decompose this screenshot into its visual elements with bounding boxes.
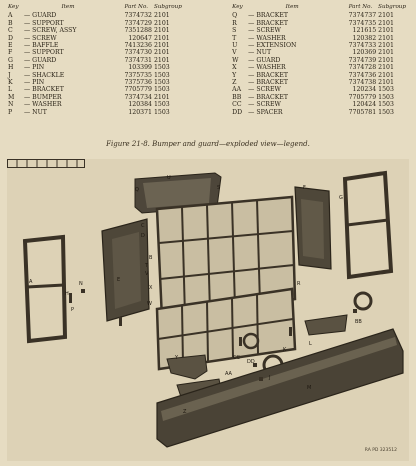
legend-row — [8, 57, 184, 64]
callout-label: X — [149, 285, 153, 291]
legend-subgroup: 2101 — [154, 12, 170, 20]
callout-label: Q — [135, 187, 139, 193]
legend-item: — SUPPORT — [24, 19, 64, 27]
callout-label: T — [145, 263, 149, 269]
callout-label: J — [269, 375, 271, 381]
legend-key: AA — [232, 86, 242, 94]
legend-part-number: 7375735 — [124, 71, 152, 79]
callout-label: CC — [233, 355, 240, 361]
callout-label: BB — [355, 319, 362, 325]
legend-subgroup: 1503 — [154, 86, 170, 94]
legend-item: — EXTENSION — [248, 42, 297, 50]
legend-subgroup: 2101 — [154, 27, 170, 35]
callout-label: Y — [175, 355, 179, 361]
legend-key: G — [8, 56, 13, 64]
callout-label: K — [283, 347, 287, 353]
legend-part-number: 103399 — [128, 64, 152, 72]
legend-subgroup: 1503 — [154, 101, 170, 109]
legend-key: B — [8, 19, 13, 27]
legend-subgroup: 1503 — [154, 71, 170, 79]
legend-item: — BRACKET — [248, 71, 289, 79]
legend-key: Y — [232, 71, 237, 79]
legend-item: — BRACKET — [248, 93, 289, 101]
legend-part-number: 7705779 — [124, 86, 152, 94]
legend-subgroup: 2101 — [378, 42, 394, 50]
legend-item: — WASHER — [248, 34, 286, 42]
legend-subgroup: 1503 — [154, 79, 170, 87]
legend-subgroup: 2101 — [378, 49, 394, 57]
legend-item: — NUT — [24, 108, 47, 116]
legend-subgroup: 1503 — [154, 108, 170, 116]
legend-part-number: 7374731 — [124, 56, 152, 64]
figure-reference: RA PD 323512 — [364, 448, 397, 453]
callout-label: R — [297, 281, 301, 287]
legend-part-number: 7374736 — [348, 71, 377, 79]
legend-row — [8, 42, 184, 49]
legend-part-number: 7705779 — [348, 93, 377, 101]
legend-part-number: 7374728 — [348, 64, 377, 72]
callout-label: N — [79, 281, 83, 287]
legend-item: — SHACKLE — [24, 71, 65, 79]
figure-caption: Figure 21-8. Bumper and guard—exploded view—legend. — [106, 140, 310, 148]
header-item: Item — [285, 4, 299, 10]
legend-table-left — [8, 4, 184, 116]
legend-row — [8, 79, 184, 86]
legend-item: — SCREW, ASSY — [24, 27, 77, 35]
callout-label: DD — [247, 359, 255, 365]
legend-part-number: 7374733 — [348, 42, 377, 50]
legend-row — [232, 72, 408, 79]
header-part: Part No. — [124, 4, 148, 10]
legend-row — [8, 64, 184, 71]
callout-label: F — [303, 185, 306, 191]
legend-subgroup: 2101 — [378, 34, 394, 42]
callout-label: H — [65, 291, 69, 297]
legend-row — [232, 109, 408, 116]
legend-key: T — [232, 34, 237, 42]
legend-header-row — [8, 4, 184, 12]
callout-label: A — [29, 279, 33, 285]
legend-subgroup: 2101 — [378, 12, 394, 20]
callout-label: C — [141, 223, 145, 229]
legend-part-number: 7413236 — [124, 42, 152, 50]
legend-part-number: 7374732 — [124, 12, 152, 20]
legend-item: — WASHER — [24, 101, 62, 109]
legend-row — [8, 49, 184, 56]
legend-item: — BRACKET — [248, 12, 289, 20]
header-subgroup: Subgroup — [154, 4, 182, 10]
legend-row — [232, 64, 408, 71]
parts-legend — [8, 4, 408, 116]
legend-row — [232, 42, 408, 49]
legend-subgroup: 2101 — [378, 64, 394, 72]
legend-part-number: 120384 — [128, 101, 152, 109]
legend-subgroup: 2101 — [154, 19, 170, 27]
legend-row — [232, 94, 408, 101]
callout-label: Z — [183, 409, 187, 415]
legend-key: E — [8, 42, 13, 50]
legend-row — [8, 35, 184, 42]
legend-key: D — [8, 34, 13, 42]
legend-subgroup: 2101 — [154, 49, 170, 57]
legend-item: — SUPPORT — [24, 49, 64, 57]
legend-part-number: 7375736 — [124, 79, 152, 87]
legend-key: U — [232, 42, 238, 50]
legend-row — [8, 101, 184, 108]
scale-bar — [7, 159, 85, 168]
callout-label: P — [71, 307, 75, 313]
legend-item: — NUT — [248, 49, 272, 57]
legend-row — [8, 86, 184, 93]
legend-header-row — [232, 4, 408, 12]
legend-key: M — [8, 93, 15, 101]
header-key: Key — [232, 4, 243, 10]
legend-item: — SPACER — [248, 108, 283, 116]
legend-part-number: 7351288 — [124, 27, 152, 35]
legend-subgroup: 2101 — [154, 42, 170, 50]
legend-subgroup: 2101 — [378, 27, 394, 35]
legend-part-number: 7374737 — [348, 12, 377, 20]
legend-subgroup: 1503 — [378, 101, 394, 109]
legend-key: L — [8, 86, 13, 94]
legend-part-number: 120369 — [352, 49, 377, 57]
legend-key: Z — [232, 79, 237, 87]
legend-row — [232, 35, 408, 42]
legend-subgroup: 2101 — [378, 56, 394, 64]
legend-table-right — [232, 4, 408, 116]
legend-key: W — [232, 56, 239, 64]
legend-subgroup: 1503 — [154, 64, 170, 72]
legend-part-number: 120647 — [128, 34, 152, 42]
legend-subgroup: 2101 — [154, 56, 170, 64]
legend-key: DD — [232, 108, 243, 116]
header-part: Part No. — [348, 4, 373, 10]
callout-label: W — [147, 301, 152, 307]
callout-label: M — [307, 385, 312, 391]
legend-subgroup: 2101 — [154, 34, 170, 42]
legend-row — [8, 12, 184, 19]
legend-key: K — [8, 79, 13, 87]
legend-subgroup: 2101 — [154, 93, 170, 101]
legend-part-number: 120382 — [352, 34, 377, 42]
legend-row — [232, 20, 408, 27]
legend-part-number: 7374729 — [124, 19, 152, 27]
legend-part-number: 7374738 — [348, 79, 377, 87]
legend-row — [232, 101, 408, 108]
legend-item: — WASHER — [248, 64, 286, 72]
legend-item: — SCREW — [248, 86, 281, 94]
header-key: Key — [8, 4, 19, 10]
legend-part-number: 120234 — [352, 86, 377, 94]
legend-row — [8, 72, 184, 79]
legend-subgroup: 2101 — [378, 79, 394, 87]
legend-key: N — [8, 101, 14, 109]
legend-key: A — [8, 12, 13, 20]
legend-subgroup: 1503 — [378, 93, 394, 101]
legend-subgroup: 2101 — [378, 71, 394, 79]
legend-part-number: 7374735 — [348, 19, 377, 27]
legend-key: Q — [232, 12, 238, 20]
legend-row — [8, 94, 184, 101]
legend-row — [8, 27, 184, 34]
legend-item: — PIN — [24, 79, 45, 87]
legend-item: — SCREW — [248, 27, 281, 35]
legend-part-number: 7374730 — [124, 49, 152, 57]
legend-key: J — [8, 71, 11, 79]
legend-key: BB — [232, 93, 242, 101]
legend-item: — PIN — [24, 64, 45, 72]
legend-row — [232, 27, 408, 34]
legend-item: — GUARD — [248, 56, 281, 64]
legend-item: — BRACKET — [24, 86, 64, 94]
legend-item: — BUMPER — [24, 93, 62, 101]
callout-label: U — [167, 175, 171, 181]
legend-key: P — [8, 108, 13, 116]
legend-item: — BRACKET — [248, 79, 289, 87]
callout-label: V — [145, 271, 149, 277]
legend-item: — SCREW — [248, 101, 281, 109]
legend-item: — BRACKET — [248, 19, 289, 27]
legend-row — [8, 20, 184, 27]
legend-part-number: 7374739 — [348, 56, 377, 64]
legend-key: H — [8, 64, 14, 72]
legend-key: R — [232, 19, 237, 27]
callout-label: B — [149, 255, 153, 261]
legend-row — [232, 12, 408, 19]
legend-row — [232, 86, 408, 93]
legend-key: X — [232, 64, 237, 72]
legend-item: — BAFFLE — [24, 42, 59, 50]
legend-key: C — [8, 27, 13, 35]
legend-key: S — [232, 27, 237, 35]
exploded-view-illustration — [7, 159, 409, 461]
legend-key: F — [8, 49, 13, 57]
legend-item: — GUARD — [24, 56, 57, 64]
callout-label: E — [117, 277, 121, 283]
callout-label: D — [141, 233, 145, 239]
legend-part-number: 120424 — [352, 101, 377, 109]
legend-subgroup: 2101 — [378, 19, 394, 27]
callout-label: G — [339, 195, 343, 201]
legend-key: CC — [232, 101, 242, 109]
legend-part-number: 7374734 — [124, 93, 152, 101]
legend-subgroup: 1503 — [378, 108, 394, 116]
header-item: Item — [61, 4, 75, 10]
legend-part-number: 120371 — [128, 108, 152, 116]
legend-subgroup: 1503 — [378, 86, 394, 94]
legend-row — [232, 57, 408, 64]
legend-row — [232, 49, 408, 56]
legend-key: V — [232, 49, 237, 57]
header-subgroup: Subgroup — [378, 4, 406, 10]
callout-label: L — [309, 341, 312, 347]
exploded-view-drawing — [7, 159, 409, 461]
legend-row — [232, 79, 408, 86]
legend-part-number: 121615 — [352, 27, 377, 35]
legend-row — [8, 109, 184, 116]
legend-part-number: 7705781 — [348, 108, 377, 116]
callout-label: AA — [225, 371, 232, 377]
legend-item: — GUARD — [24, 12, 57, 20]
legend-item: — SCREW — [24, 34, 57, 42]
callout-label: S — [217, 185, 221, 191]
